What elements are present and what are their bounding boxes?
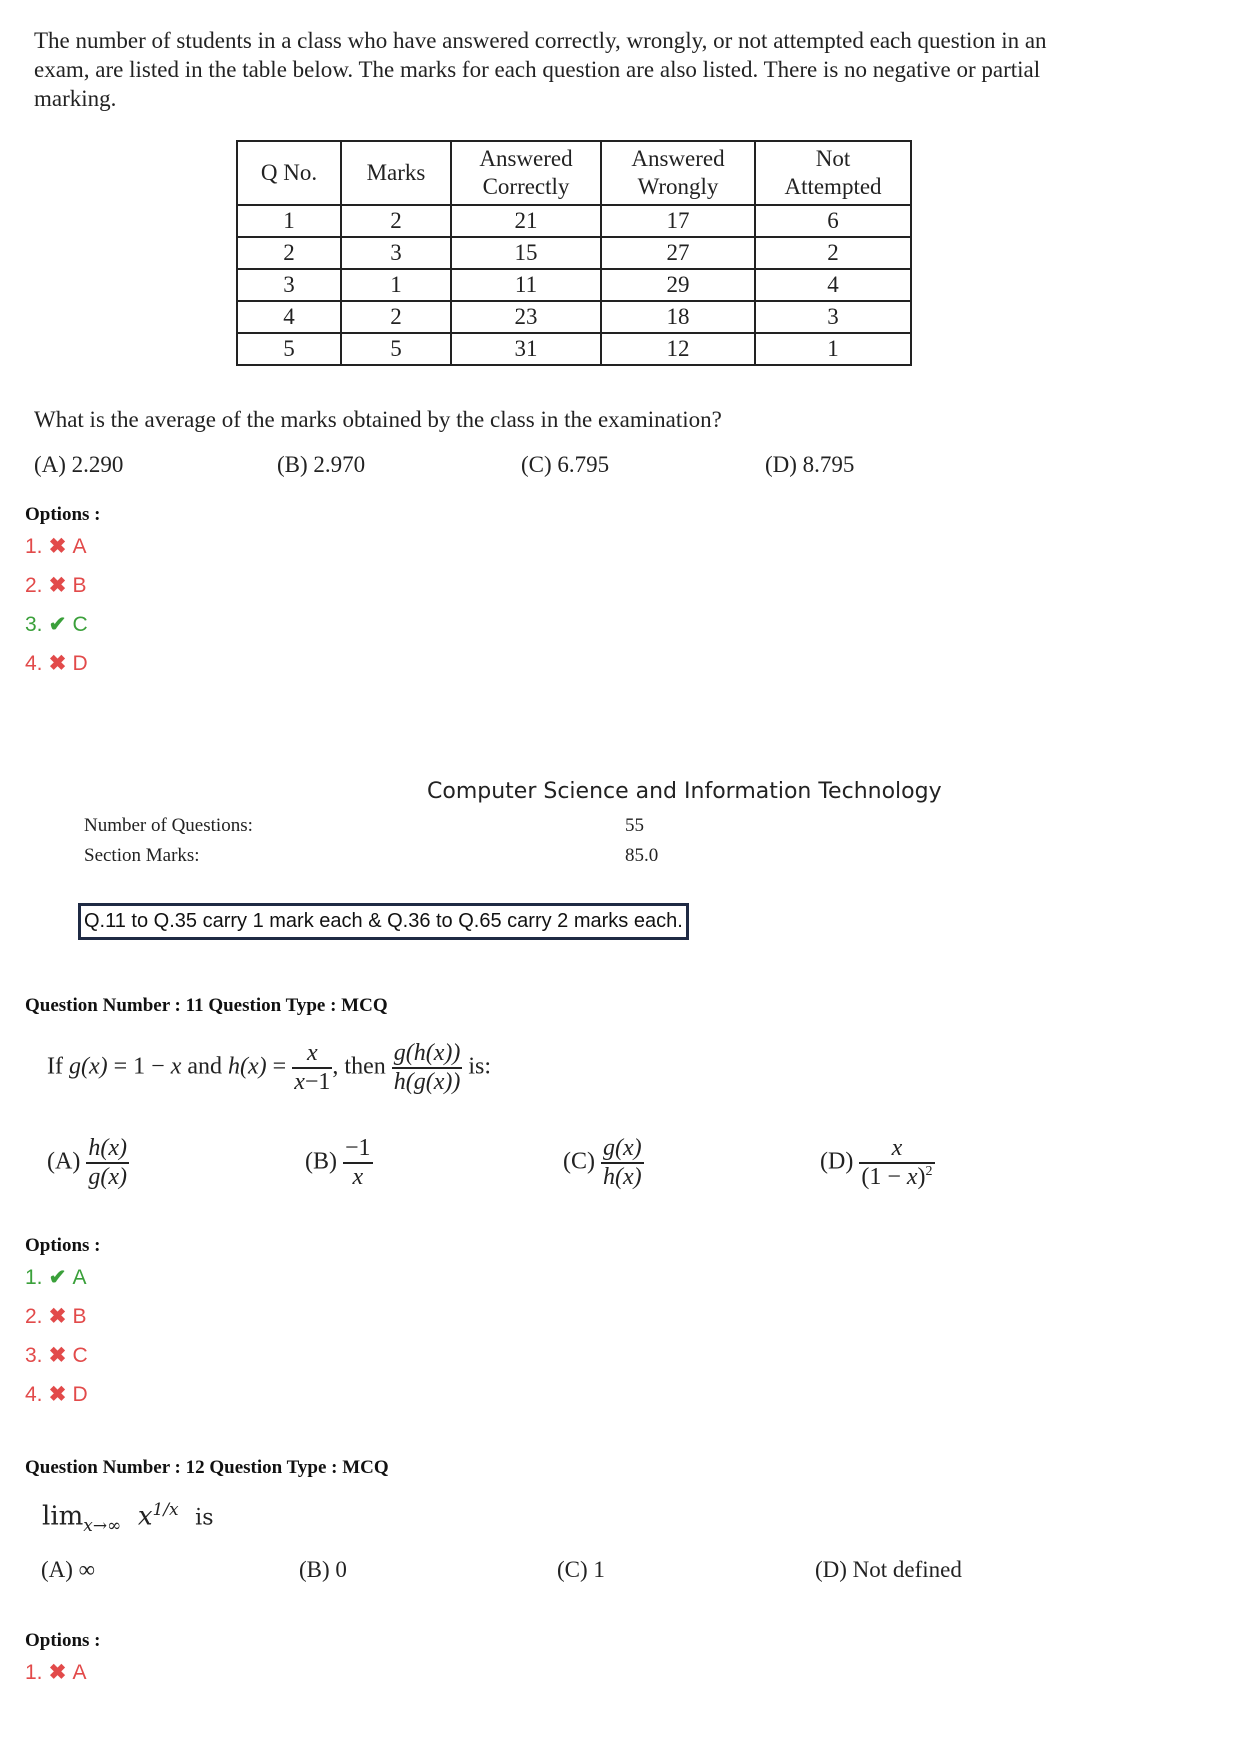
- cross-icon: ✖: [48, 535, 67, 558]
- option-item: [25, 1658, 87, 1688]
- option-number: 4.: [25, 1383, 43, 1406]
- option-letter: B: [72, 574, 87, 597]
- options-list: [25, 1658, 87, 1688]
- table-cell: 18: [601, 301, 755, 333]
- table-row: [237, 205, 911, 237]
- option-number: 2.: [25, 574, 43, 597]
- choice-a: (A) ∞: [41, 1557, 96, 1582]
- table-cell: 4: [755, 269, 911, 301]
- table-cell: 1: [755, 333, 911, 365]
- option-number: 1.: [25, 535, 43, 558]
- option-letter: A: [72, 1661, 87, 1684]
- table-header-cell: Not Attempted: [755, 141, 911, 205]
- table-cell: 3: [237, 269, 341, 301]
- section-marks-label: Section Marks:: [84, 845, 200, 866]
- table-cell: 4: [237, 301, 341, 333]
- table-row: [237, 301, 911, 333]
- table-header-row: [237, 141, 911, 205]
- options-list: [25, 1263, 88, 1410]
- option-number: 1.: [25, 1266, 43, 1289]
- option-item: [25, 649, 88, 679]
- cross-icon: ✖: [48, 1344, 67, 1367]
- choice-c: (C) $\frac{g(x)}{h(x)}$: [563, 1135, 642, 1190]
- section-marks-value: 85.0: [625, 845, 659, 866]
- table-cell: 17: [601, 205, 755, 237]
- question-header: Question Number : 12 Question Type : MCQ: [25, 1457, 389, 1478]
- option-item: [25, 1341, 88, 1371]
- table-cell: 5: [341, 333, 451, 365]
- table-cell: 3: [341, 237, 451, 269]
- question-formula: $\lim_{x\to\infty} x^{1/x}$ is: [42, 1500, 214, 1536]
- marks-table: [236, 140, 912, 366]
- option-number: 3.: [25, 613, 43, 636]
- option-number: 4.: [25, 652, 43, 675]
- option-item: [25, 1302, 88, 1332]
- option-letter: A: [72, 1266, 87, 1289]
- marks-notice: Q.11 to Q.35 carry 1 mark each & Q.36 to Q.65 carry 2 marks each.: [78, 903, 689, 940]
- option-letter: B: [72, 1305, 87, 1328]
- table-cell: 31: [451, 333, 601, 365]
- options-list: [25, 532, 88, 679]
- table-cell: 3: [755, 301, 911, 333]
- choice-a: (A) 2.290: [34, 452, 124, 477]
- table-cell: 15: [451, 237, 601, 269]
- table-row: [237, 333, 911, 365]
- question-header: Question Number : 11 Question Type : MCQ: [25, 995, 388, 1016]
- table-header-cell: Q No.: [237, 141, 341, 205]
- option-number: 3.: [25, 1344, 43, 1367]
- choice-d: (D) Not defined: [815, 1557, 962, 1582]
- question-formula: If g(x) = 1 − x and h(x) = $\frac{x}{x-1}$ , then $\frac{g(h(x))}{h(g(x))}$ is:: [47, 1040, 492, 1095]
- table-cell: 11: [451, 269, 601, 301]
- question-intro-text: The number of students in a class who have answered correctly, wrongly, or not attempted each question in an exam, are listed in the table below. The marks for each question are also listed. There is no negative or partial marking.: [34, 28, 1047, 111]
- option-letter: C: [72, 613, 88, 636]
- options-label: Options :: [25, 504, 101, 525]
- options-label: Options :: [25, 1630, 101, 1651]
- table-cell: 5: [237, 333, 341, 365]
- option-letter: D: [72, 652, 88, 675]
- choice-c: (C) 1: [557, 1557, 605, 1582]
- cross-icon: ✖: [48, 652, 67, 675]
- table-header-cell: Answered Correctly: [451, 141, 601, 205]
- choice-b: (B) 2.970: [277, 452, 366, 477]
- table-cell: 6: [755, 205, 911, 237]
- table-cell: 27: [601, 237, 755, 269]
- question-text: What is the average of the marks obtained by the class in the examination?: [34, 407, 722, 432]
- table-cell: 2: [341, 205, 451, 237]
- table-cell: 2: [237, 237, 341, 269]
- choice-a: (A) $\frac{h(x)}{g(x)}$: [47, 1135, 127, 1190]
- option-letter: D: [72, 1383, 88, 1406]
- option-item: [25, 610, 88, 640]
- table-cell: 21: [451, 205, 601, 237]
- check-icon: ✔: [48, 1266, 67, 1289]
- option-item: [25, 1263, 88, 1293]
- table-cell: 2: [755, 237, 911, 269]
- options-label: Options :: [25, 1235, 101, 1256]
- table-header-cell: Marks: [341, 141, 451, 205]
- table-row: [237, 269, 911, 301]
- option-item: [25, 571, 88, 601]
- choice-d: (D) $\frac{x}{(1 - x)^2}$: [820, 1135, 933, 1190]
- choice-b: (B) 0: [299, 1557, 347, 1582]
- table-row: [237, 237, 911, 269]
- table-cell: 1: [341, 269, 451, 301]
- option-letter: C: [72, 1344, 88, 1367]
- cross-icon: ✖: [48, 1305, 67, 1328]
- table-header-cell: Answered Wrongly: [601, 141, 755, 205]
- num-questions-value: 55: [625, 815, 644, 836]
- table-cell: 1: [237, 205, 341, 237]
- option-item: [25, 532, 88, 562]
- choice-d: (D) 8.795: [765, 452, 855, 477]
- table-cell: 2: [341, 301, 451, 333]
- table-cell: 23: [451, 301, 601, 333]
- option-number: 1.: [25, 1661, 43, 1684]
- option-number: 2.: [25, 1305, 43, 1328]
- choice-b: (B) $\frac{-1}{x}$: [305, 1135, 371, 1190]
- num-questions-label: Number of Questions:: [84, 815, 253, 836]
- option-letter: A: [72, 535, 87, 558]
- option-item: [25, 1380, 88, 1410]
- table-cell: 12: [601, 333, 755, 365]
- choice-c: (C) 6.795: [521, 452, 610, 477]
- cross-icon: ✖: [48, 1383, 67, 1406]
- cross-icon: ✖: [48, 574, 67, 597]
- section-title: Computer Science and Information Technology: [427, 779, 942, 804]
- cross-icon: ✖: [48, 1661, 67, 1684]
- check-icon: ✔: [48, 613, 67, 636]
- table-cell: 29: [601, 269, 755, 301]
